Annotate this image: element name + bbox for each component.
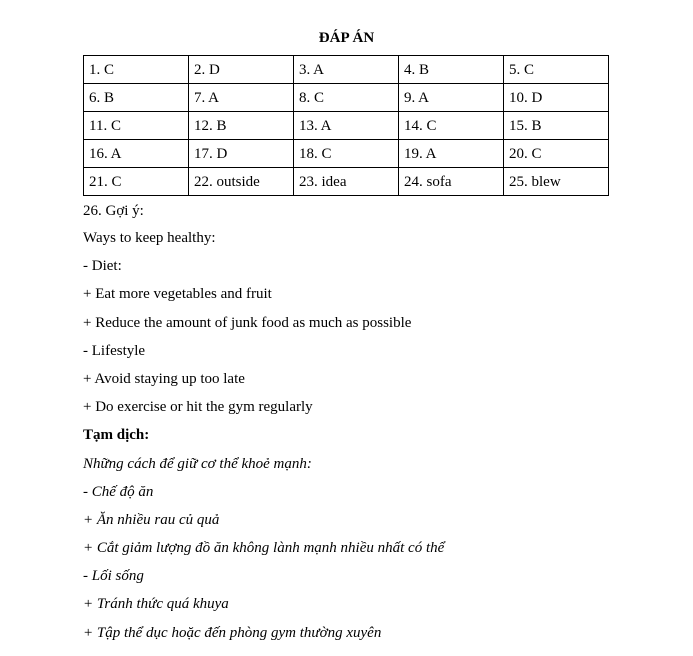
table-cell: 23. idea: [294, 168, 399, 196]
suggestion-heading: 26. Gợi ý:: [83, 203, 144, 219]
translation-lifestyle-item: + Tập thể dục hoặc đến phòng gym thường xuyên: [83, 624, 382, 641]
table-cell: 12. B: [189, 112, 294, 140]
table-cell: 18. C: [294, 140, 399, 168]
suggestion-lifestyle-item: + Do exercise or hit the gym regularly: [83, 399, 313, 416]
table-cell: 13. A: [294, 112, 399, 140]
table-cell: 21. C: [84, 168, 189, 196]
suggestion-diet-label: - Diet:: [83, 258, 122, 275]
translation-diet-item: + Ăn nhiều rau củ quả: [83, 511, 220, 528]
table-cell: 16. A: [84, 140, 189, 168]
table-row: [84, 140, 609, 168]
table-cell: 9. A: [399, 84, 504, 112]
answer-table: [83, 55, 609, 196]
suggestion-intro: Ways to keep healthy:: [83, 230, 216, 246]
table-cell: 17. D: [189, 140, 294, 168]
suggestion-diet-item: + Reduce the amount of junk food as much as possible: [83, 314, 412, 331]
table-cell: 22. outside: [189, 168, 294, 196]
suggestion-diet-item: + Eat more vegetables and fruit: [83, 286, 272, 303]
table-row: [84, 84, 609, 112]
table-cell: 10. D: [504, 84, 609, 112]
table-cell: 15. B: [504, 112, 609, 140]
suggestion-lifestyle-item: + Avoid staying up too late: [83, 370, 245, 387]
table-cell: 11. C: [84, 112, 189, 140]
table-cell: 20. C: [504, 140, 609, 168]
table-cell: 6. B: [84, 84, 189, 112]
table-cell: 25. blew: [504, 168, 609, 196]
table-row: [84, 112, 609, 140]
translation-lifestyle-item: + Tránh thức quá khuya: [83, 596, 229, 613]
table-cell: 7. A: [189, 84, 294, 112]
table-cell: 5. C: [504, 56, 609, 84]
translation-intro: Những cách để giữ cơ thể khoẻ mạnh:: [83, 455, 312, 472]
table-row: [84, 168, 609, 196]
table-cell: 2. D: [189, 56, 294, 84]
table-cell: 3. A: [294, 56, 399, 84]
suggestion-lifestyle-label: - Lifestyle: [83, 342, 146, 359]
translation-heading: Tạm dịch:: [83, 427, 150, 444]
table-cell: 24. sofa: [399, 168, 504, 196]
table-cell: 1. C: [84, 56, 189, 84]
table-cell: 14. C: [399, 112, 504, 140]
table-row: [84, 56, 609, 84]
table-cell: 8. C: [294, 84, 399, 112]
translation-diet-label: - Chế độ ăn: [83, 483, 154, 500]
page-title: ĐÁP ÁN: [318, 30, 375, 46]
table-cell: 4. B: [399, 56, 504, 84]
answer-explanation: [83, 201, 683, 651]
translation-lifestyle-label: - Lối sống: [83, 568, 144, 585]
translation-diet-item: + Cắt giảm lượng đồ ăn không lành mạnh nhiều nhất có thể: [83, 540, 445, 557]
table-cell: 19. A: [399, 140, 504, 168]
